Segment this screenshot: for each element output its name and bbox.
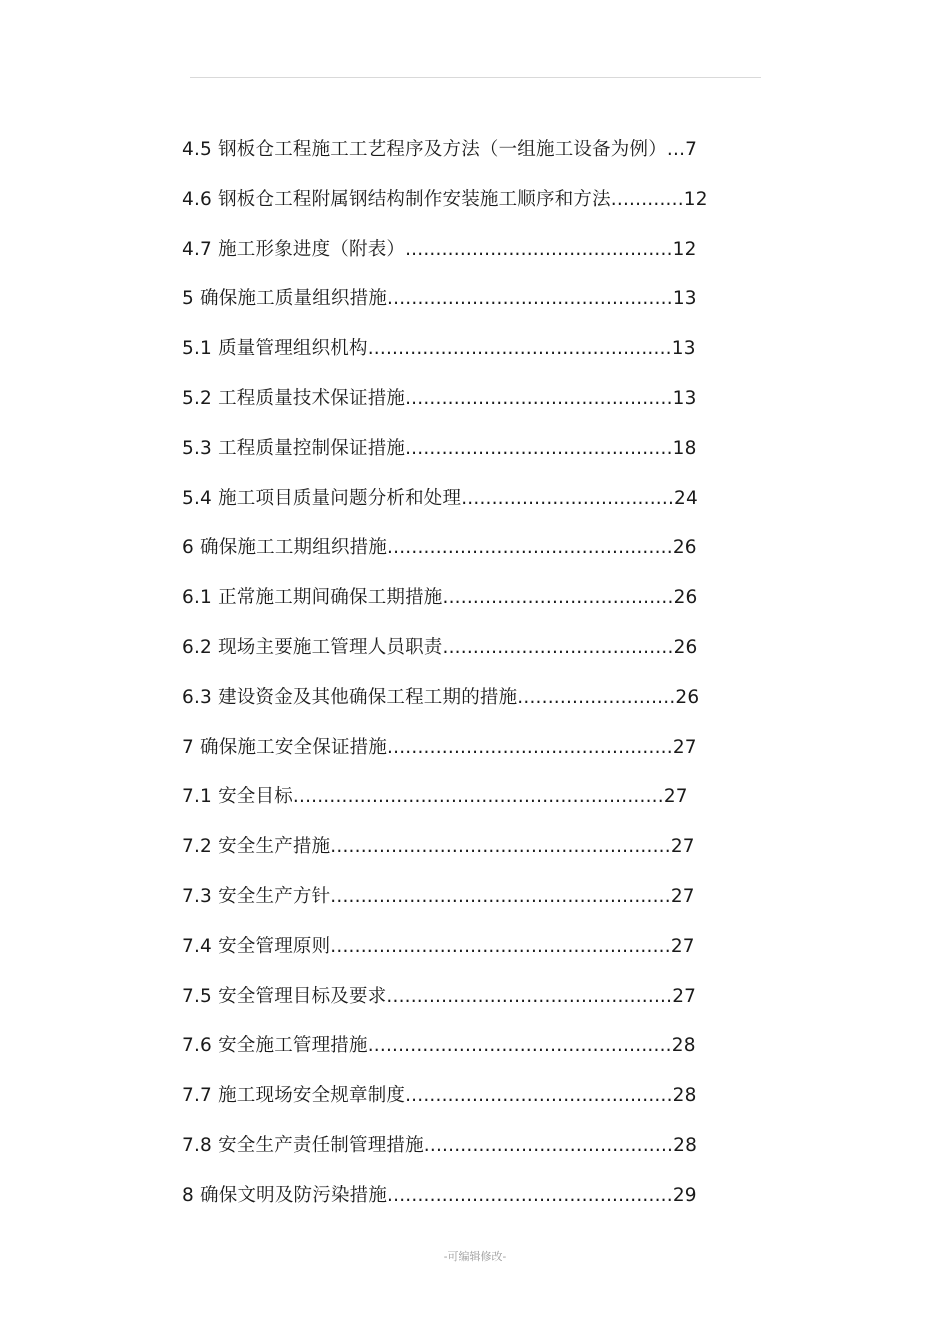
toc-entry[interactable]: 7.1 安全目标.............................................................27 [182, 786, 688, 808]
toc-entry[interactable]: 7.4 安全管理原则........................................................27 [182, 935, 695, 957]
toc-entry[interactable]: 8 确保文明及防污染措施...............................................29 [182, 1184, 697, 1206]
toc-entry[interactable]: 7.2 安全生产措施........................................................27 [182, 836, 695, 858]
toc-entry[interactable]: 6.3 建设资金及其他确保工程工期的措施..........................26 [182, 686, 700, 708]
toc-entry[interactable]: 7.7 施工现场安全规章制度............................................28 [182, 1085, 697, 1107]
toc-entry[interactable]: 5.3 工程质量控制保证措施............................................18 [182, 437, 697, 459]
toc-entry[interactable]: 6.1 正常施工期间确保工期措施......................................26 [182, 587, 698, 609]
toc-entry[interactable]: 5.2 工程质量技术保证措施............................................13 [182, 387, 697, 409]
toc-entry[interactable]: 4.6 钢板仓工程附属钢结构制作安装施工顺序和方法............12 [182, 188, 708, 210]
header-rule [190, 77, 761, 78]
toc-entry[interactable]: 7.8 安全生产责任制管理措施.........................................28 [182, 1134, 698, 1156]
toc-entry[interactable]: 5.4 施工项目质量问题分析和处理...................................24 [182, 487, 698, 509]
toc-entry[interactable]: 7.5 安全管理目标及要求...............................................27 [182, 985, 697, 1007]
toc-entry[interactable]: 5 确保施工质量组织措施...............................................13 [182, 288, 697, 310]
toc-entry[interactable]: 7.3 安全生产方针........................................................27 [182, 885, 695, 907]
toc-entry[interactable]: 5.1 质量管理组织机构..................................................13 [182, 338, 696, 360]
toc-entry[interactable]: 7.6 安全施工管理措施..................................................28 [182, 1035, 696, 1057]
toc-entry[interactable]: 6.2 现场主要施工管理人员职责......................................26 [182, 636, 698, 658]
toc-entry[interactable]: 6 确保施工工期组织措施...............................................26 [182, 537, 697, 559]
footer-note: -可编辑修改- [443, 1250, 507, 1263]
toc-entry[interactable]: 4.7 施工形象进度（附表）............................................12 [182, 238, 697, 260]
toc-entry[interactable]: 7 确保施工安全保证措施...............................................27 [182, 736, 697, 758]
toc-entry[interactable]: 4.5 钢板仓工程施工工艺程序及方法（一组施工设备为例）...7 [182, 139, 698, 160]
table-of-contents [182, 136, 708, 1232]
